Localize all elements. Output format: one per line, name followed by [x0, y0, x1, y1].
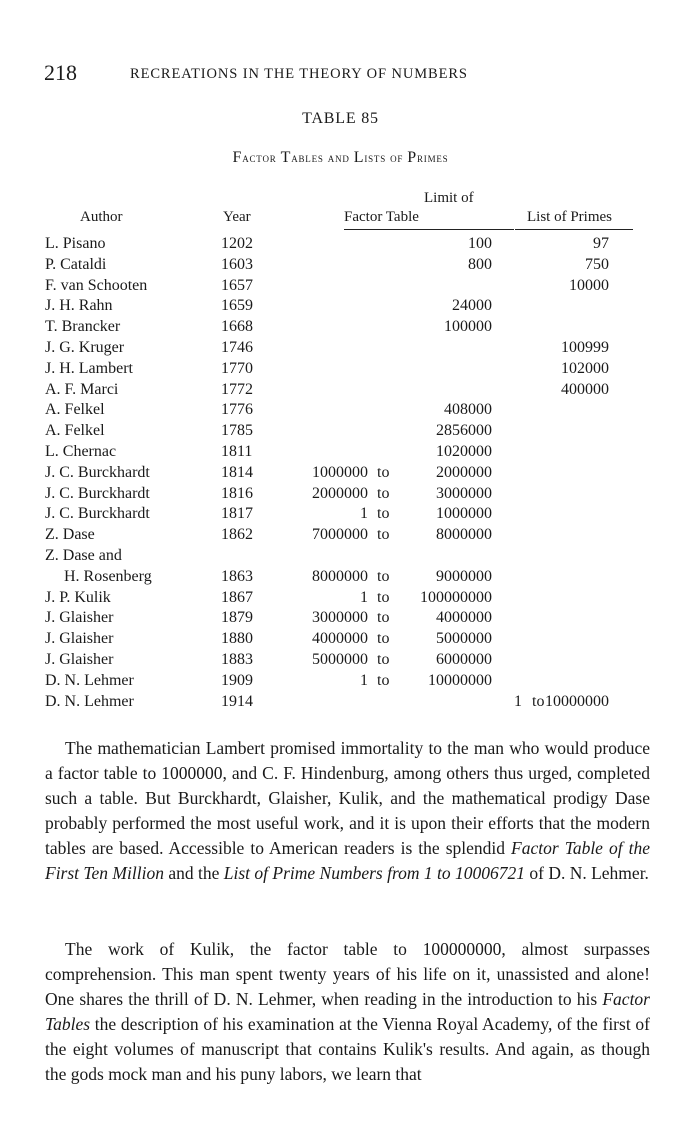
table-row [0, 463, 681, 484]
primes-from-cell: 1 [514, 692, 522, 710]
year-cell: 1817 [221, 505, 253, 523]
factor-limit-cell: 2856000 [436, 422, 492, 440]
author-cell: J. C. Burckhardt [45, 505, 150, 523]
text-run: of D. N. Lehmer. [525, 863, 649, 884]
caption-word: of [390, 150, 404, 165]
year-cell: 1772 [221, 380, 253, 398]
page-number: 218 [44, 60, 77, 85]
factor-from-cell: 7000000 [312, 526, 368, 544]
table-row [0, 276, 681, 297]
author-cell: P. Cataldi [45, 255, 107, 273]
author-cell: A. Felkel [45, 401, 105, 419]
year-cell: 1811 [221, 442, 253, 460]
year-cell: 1880 [221, 630, 253, 648]
table-row [0, 484, 681, 505]
factor-from-cell: 8000000 [312, 567, 368, 585]
to-word: to [377, 567, 390, 585]
author-cell: J. P. Kulik [45, 588, 111, 606]
column-header-year: Year [223, 209, 251, 225]
year-cell: 1862 [221, 526, 253, 544]
primes-limit-cell: 10000000 [545, 692, 609, 710]
year-cell: 1202 [221, 235, 253, 252]
to-word: to [532, 692, 545, 710]
factor-limit-cell: 10000000 [428, 671, 492, 689]
year-cell: 1746 [221, 338, 253, 356]
year-cell: 1814 [221, 463, 253, 481]
factor-from-cell: 3000000 [312, 609, 368, 627]
factor-table-body [0, 234, 681, 712]
author-cell: T. Brancker [45, 318, 121, 336]
caption-word: Primes [407, 149, 449, 166]
factor-limit-cell: 8000000 [436, 526, 492, 544]
to-word: to [377, 671, 390, 689]
table-row [0, 650, 681, 671]
year-cell: 1863 [221, 567, 253, 585]
to-word: to [377, 484, 390, 502]
table-row [0, 400, 681, 421]
text-run: The mathematician Lambert promised immortality to the man who would produce a factor table to 1000000, and C. F. Hindenburg, among others thus urged, completed such a table. But Burckhardt, Glaisher, Kulik, and the mathematical prodigy Dase probably performed the most useful work, and it is upon their efforts that the modern tables are based. Accessible to American readers is the splendid [45, 738, 650, 859]
year-cell: 1879 [221, 609, 253, 627]
text-run: the description of his examination at the Vienna Royal Academy, of the first of the eight volumes of manuscript that contains Kulik's results. And again, as though the gods mock man and his puny labors, we learn that [45, 1014, 650, 1085]
italic-title: List of Prime Numbers from 1 to 10006721 [223, 863, 525, 884]
factor-from-cell: 1000000 [312, 463, 368, 481]
table-row [0, 567, 681, 588]
factor-from-cell: 1 [360, 588, 368, 606]
year-cell: 1867 [221, 588, 253, 606]
year-cell: 1668 [221, 318, 253, 336]
primes-limit-cell: 97 [593, 235, 609, 252]
table-row [0, 338, 681, 359]
author-cell: H. Rosenberg [64, 567, 152, 585]
table-row [0, 255, 681, 276]
table-row [0, 608, 681, 629]
caption-word: Lists [353, 149, 387, 166]
year-cell: 1603 [221, 255, 253, 273]
factor-from-cell: 5000000 [312, 650, 368, 668]
running-title: RECREATIONS IN THE THEORY OF NUMBERS [130, 66, 468, 82]
factor-limit-cell: 3000000 [436, 484, 492, 502]
to-word: to [377, 526, 390, 544]
year-cell: 1770 [221, 359, 253, 377]
factor-limit-cell: 100 [468, 235, 492, 252]
caption-word: Tables [280, 149, 324, 166]
author-cell: L. Chernac [45, 442, 117, 460]
page-header [44, 60, 644, 90]
table-title: TABLE 85 [302, 110, 379, 127]
primes-limit-cell: 10000 [569, 276, 609, 294]
table-row [0, 421, 681, 442]
year-cell: 1776 [221, 401, 253, 419]
author-cell: Z. Dase [45, 526, 95, 544]
year-cell: 1785 [221, 422, 253, 440]
author-cell: D. N. Lehmer [45, 692, 134, 710]
author-cell: L. Pisano [45, 235, 106, 252]
author-cell: J. G. Kruger [45, 338, 125, 356]
body-paragraph-2 [45, 937, 650, 1088]
author-cell: J. Glaisher [45, 650, 114, 668]
caption-word: Factor [232, 149, 277, 166]
table-row [0, 671, 681, 692]
column-header-factor-table: Factor Table [344, 209, 419, 225]
author-cell: J. H. Rahn [45, 297, 113, 315]
table-row [0, 359, 681, 380]
factor-limit-cell: 6000000 [436, 650, 492, 668]
year-cell: 1816 [221, 484, 253, 502]
factor-limit-cell: 100000000 [420, 588, 492, 606]
table-row [0, 588, 681, 609]
to-word: to [377, 609, 390, 627]
factor-from-cell: 1 [360, 671, 368, 689]
author-cell: A. Felkel [45, 422, 105, 440]
table-row [0, 442, 681, 463]
factor-from-cell: 4000000 [312, 630, 368, 648]
year-cell: 1883 [221, 650, 253, 668]
table-row [0, 296, 681, 317]
italic-title: Factor Table of the First Ten Million [45, 838, 650, 884]
table-row [0, 546, 681, 567]
factor-limit-cell: 408000 [444, 401, 492, 419]
author-cell: Z. Dase and [45, 546, 122, 564]
table-row [0, 504, 681, 525]
author-cell: F. van Schooten [45, 276, 148, 294]
factor-limit-cell: 9000000 [436, 567, 492, 585]
factor-limit-cell: 1020000 [436, 442, 492, 460]
primes-limit-cell: 100999 [561, 338, 609, 356]
factor-limit-cell: 24000 [452, 297, 492, 315]
factor-from-cell: 2000000 [312, 484, 368, 502]
primes-limit-cell: 102000 [561, 359, 609, 377]
author-cell: D. N. Lehmer [45, 671, 134, 689]
limit-of-heading: Limit of [424, 190, 474, 206]
table-row [0, 525, 681, 546]
year-cell: 1909 [221, 671, 253, 689]
factor-limit-cell: 1000000 [436, 505, 492, 523]
table-row [0, 380, 681, 401]
primes-limit-cell: 750 [585, 255, 609, 273]
table-row [0, 629, 681, 650]
factor-limit-cell: 800 [468, 255, 492, 273]
text-run: The work of Kulik, the factor table to 100000000, almost surpasses comprehension. This man spent twenty years of his life on it, unassisted and alone! One shares the thrill of D. N. Lehmer, when reading in the introduction to his [45, 939, 650, 1010]
author-cell: J. C. Burckhardt [45, 484, 150, 502]
factor-limit-cell: 2000000 [436, 463, 492, 481]
to-word: to [377, 588, 390, 606]
caption-word: and [327, 150, 350, 165]
table-caption [0, 149, 681, 167]
year-cell: 1659 [221, 297, 253, 315]
column-header-list-of-primes: List of Primes [527, 209, 612, 225]
author-cell: J. Glaisher [45, 609, 114, 627]
author-cell: J. H. Lambert [45, 359, 133, 377]
year-cell: 1657 [221, 276, 253, 294]
italic-title: Factor Tables [45, 989, 650, 1035]
text-run: and the [163, 863, 224, 884]
factor-limit-cell: 5000000 [436, 630, 492, 648]
author-cell: J. C. Burckhardt [45, 463, 150, 481]
to-word: to [377, 505, 390, 523]
header-rule [344, 229, 514, 230]
body-paragraph-1 [45, 736, 650, 887]
primes-limit-cell: 400000 [561, 380, 609, 398]
table-row [0, 692, 681, 713]
table-row [0, 317, 681, 338]
to-word: to [377, 630, 390, 648]
author-cell: A. F. Marci [45, 380, 119, 398]
factor-limit-cell: 100000 [444, 318, 492, 336]
author-cell: J. Glaisher [45, 630, 114, 648]
year-cell: 1914 [221, 692, 253, 710]
table-row [0, 234, 681, 255]
to-word: to [377, 650, 390, 668]
header-rule [515, 229, 633, 230]
column-header-author: Author [80, 209, 123, 225]
to-word: to [377, 463, 390, 481]
factor-from-cell: 1 [360, 505, 368, 523]
factor-limit-cell: 4000000 [436, 609, 492, 627]
